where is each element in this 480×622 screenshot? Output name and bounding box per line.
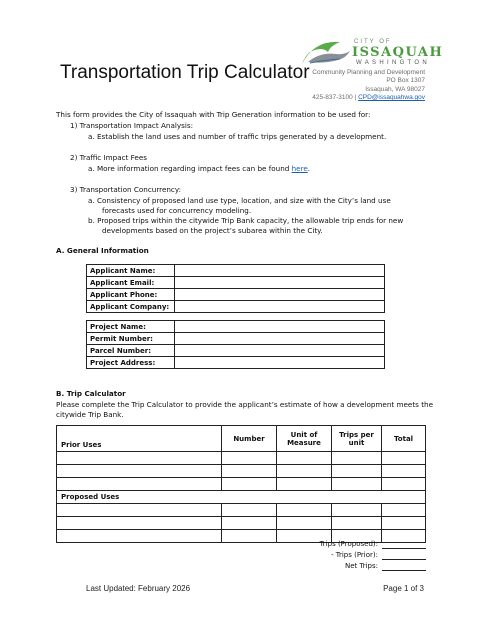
- unit-cell[interactable]: [277, 478, 332, 491]
- applicant-name-field[interactable]: [175, 265, 385, 277]
- applicant-company-field[interactable]: [175, 301, 385, 313]
- applicant-phone-label: Applicant Phone:: [87, 289, 175, 301]
- impact-fees-link[interactable]: here: [291, 164, 308, 173]
- net-trips-field[interactable]: [382, 570, 426, 571]
- number-cell[interactable]: [222, 478, 277, 491]
- total-cell[interactable]: [382, 517, 426, 530]
- table-row: [87, 345, 385, 357]
- intro-item-3a-line1: a. Consistency of proposed land use type, location, and size with the City’s land use: [88, 196, 391, 205]
- prior-use-cell[interactable]: [57, 465, 222, 478]
- applicant-name-label: Applicant Name:: [87, 265, 175, 277]
- total-cell[interactable]: [382, 452, 426, 465]
- trips-cell[interactable]: [332, 517, 382, 530]
- trips-prior-label: - Trips (Prior):: [330, 551, 378, 559]
- trips-per-unit-header: [332, 426, 382, 452]
- page-number: Page 1 of 3: [383, 584, 424, 593]
- unit-cell[interactable]: [277, 504, 332, 517]
- parcel-number-field[interactable]: [175, 345, 385, 357]
- trips-prior-field[interactable]: [382, 559, 426, 560]
- page-title: Transportation Trip Calculator: [60, 62, 310, 83]
- number-cell[interactable]: [222, 517, 277, 530]
- proposed-use-cell[interactable]: [57, 517, 222, 530]
- section-b-desc-line2: citywide Trip Bank.: [56, 410, 124, 419]
- contact-city: Issaquah, WA 98027: [365, 85, 425, 93]
- intro-item-2: 2) Traffic Impact Fees: [70, 153, 148, 162]
- number-header: Number: [222, 426, 277, 452]
- trips-cell[interactable]: [332, 504, 382, 517]
- intro-item-2a: [88, 164, 310, 173]
- proposed-use-cell[interactable]: [57, 504, 222, 517]
- total-header: Total: [382, 426, 426, 452]
- applicant-table: [86, 264, 385, 313]
- logo-city-name: ISSAQUAH: [352, 45, 444, 60]
- trips-cell[interactable]: [332, 465, 382, 478]
- number-cell[interactable]: [222, 504, 277, 517]
- table-row: [87, 265, 385, 277]
- intro-item-2a-period: .: [307, 164, 311, 173]
- unit-header-line2: Measure: [287, 438, 321, 447]
- table-row: [57, 452, 426, 465]
- prior-use-cell[interactable]: [57, 452, 222, 465]
- unit-cell[interactable]: [277, 452, 332, 465]
- table-row: [57, 465, 426, 478]
- trips-proposed-field[interactable]: [382, 548, 426, 549]
- section-b-heading: B. Trip Calculator: [56, 389, 126, 398]
- intro-item-1a: a. Establish the land uses and number of traffic trips generated by a development.: [88, 132, 387, 141]
- prior-use-cell[interactable]: [57, 478, 222, 491]
- project-address-label: Project Address:: [87, 357, 175, 369]
- intro-item-3a-line2: forecasts used for concurrency modeling.: [102, 206, 252, 215]
- table-row: [87, 333, 385, 345]
- trips-cell[interactable]: [332, 452, 382, 465]
- permit-number-field[interactable]: [175, 333, 385, 345]
- table-row: [87, 301, 385, 313]
- project-name-label: Project Name:: [87, 321, 175, 333]
- intro-item-2a-text: a. More information regarding impact fees can be found: [88, 164, 292, 173]
- intro-item-3: 3) Transportation Concurrency:: [70, 185, 182, 194]
- table-row: [87, 289, 385, 301]
- applicant-company-label: Applicant Company:: [87, 301, 175, 313]
- intro-item-3b-line2: developments based on the project’s subarea within the City.: [102, 226, 323, 235]
- total-cell[interactable]: [382, 504, 426, 517]
- unit-cell[interactable]: [277, 517, 332, 530]
- logo-city-of: CITY OF: [354, 39, 392, 45]
- table-row: [57, 478, 426, 491]
- unit-cell[interactable]: [277, 465, 332, 478]
- total-cell[interactable]: [382, 530, 426, 543]
- number-cell[interactable]: [222, 452, 277, 465]
- project-table: [86, 320, 385, 369]
- net-trips-label: Net Trips:: [344, 562, 378, 570]
- intro-item-1: 1) Transportation Impact Analysis:: [70, 121, 194, 130]
- table-header-row: [57, 426, 426, 452]
- trips-cell[interactable]: [332, 478, 382, 491]
- trips-header-line2: unit: [348, 438, 365, 447]
- section-a-heading: A. General Information: [56, 246, 149, 255]
- last-updated: Last Updated: February 2026: [86, 584, 191, 593]
- applicant-email-label: Applicant Email:: [87, 277, 175, 289]
- number-cell[interactable]: [222, 465, 277, 478]
- intro-lead: This form provides the City of Issaquah with Trip Generation information to be used for:: [56, 110, 371, 119]
- table-row: [87, 321, 385, 333]
- project-address-field[interactable]: [175, 357, 385, 369]
- parcel-number-label: Parcel Number:: [87, 345, 175, 357]
- proposed-uses-header: Proposed Uses: [57, 491, 426, 504]
- total-cell[interactable]: [382, 465, 426, 478]
- table-row: [87, 357, 385, 369]
- table-row: [57, 517, 426, 530]
- contact-dept: Community Planning and Development: [312, 69, 425, 76]
- contact-line: [312, 94, 425, 102]
- unit-header-line1: Unit of: [290, 430, 318, 439]
- intro-item-3b-line1: b. Proposed trips within the citywide Trip Bank capacity, the allowable trip ends for new: [88, 216, 404, 225]
- table-row: [57, 504, 426, 517]
- city-logo: [300, 38, 444, 68]
- contact-block: [312, 69, 425, 102]
- table-row: [57, 491, 426, 504]
- section-b-desc-line1: Please complete the Trip Calculator to provide the applicant’s estimate of how a development meets the: [56, 400, 434, 409]
- trips-proposed-label: Trips (Proposed):: [319, 540, 378, 548]
- applicant-phone-field[interactable]: [175, 289, 385, 301]
- logo-state: WASHINGTON: [356, 60, 431, 66]
- proposed-use-cell[interactable]: [57, 530, 222, 543]
- permit-number-label: Permit Number:: [87, 333, 175, 345]
- trip-calculator-table: [56, 425, 426, 543]
- trips-header-line1: Trips per: [339, 430, 374, 439]
- applicant-email-field[interactable]: [175, 277, 385, 289]
- project-name-field[interactable]: [175, 321, 385, 333]
- prior-uses-header: Prior Uses: [57, 426, 222, 452]
- salmon-logo-icon: [300, 38, 352, 68]
- number-cell[interactable]: [222, 530, 277, 543]
- contact-email-link[interactable]: CPD@issaquahwa.gov: [358, 93, 425, 101]
- contact-box: PO Box 1307: [386, 77, 425, 85]
- total-cell[interactable]: [382, 478, 426, 491]
- unit-of-measure-header: [277, 426, 332, 452]
- contact-phone: 425-837-3100 |: [312, 93, 357, 101]
- table-row: [87, 277, 385, 289]
